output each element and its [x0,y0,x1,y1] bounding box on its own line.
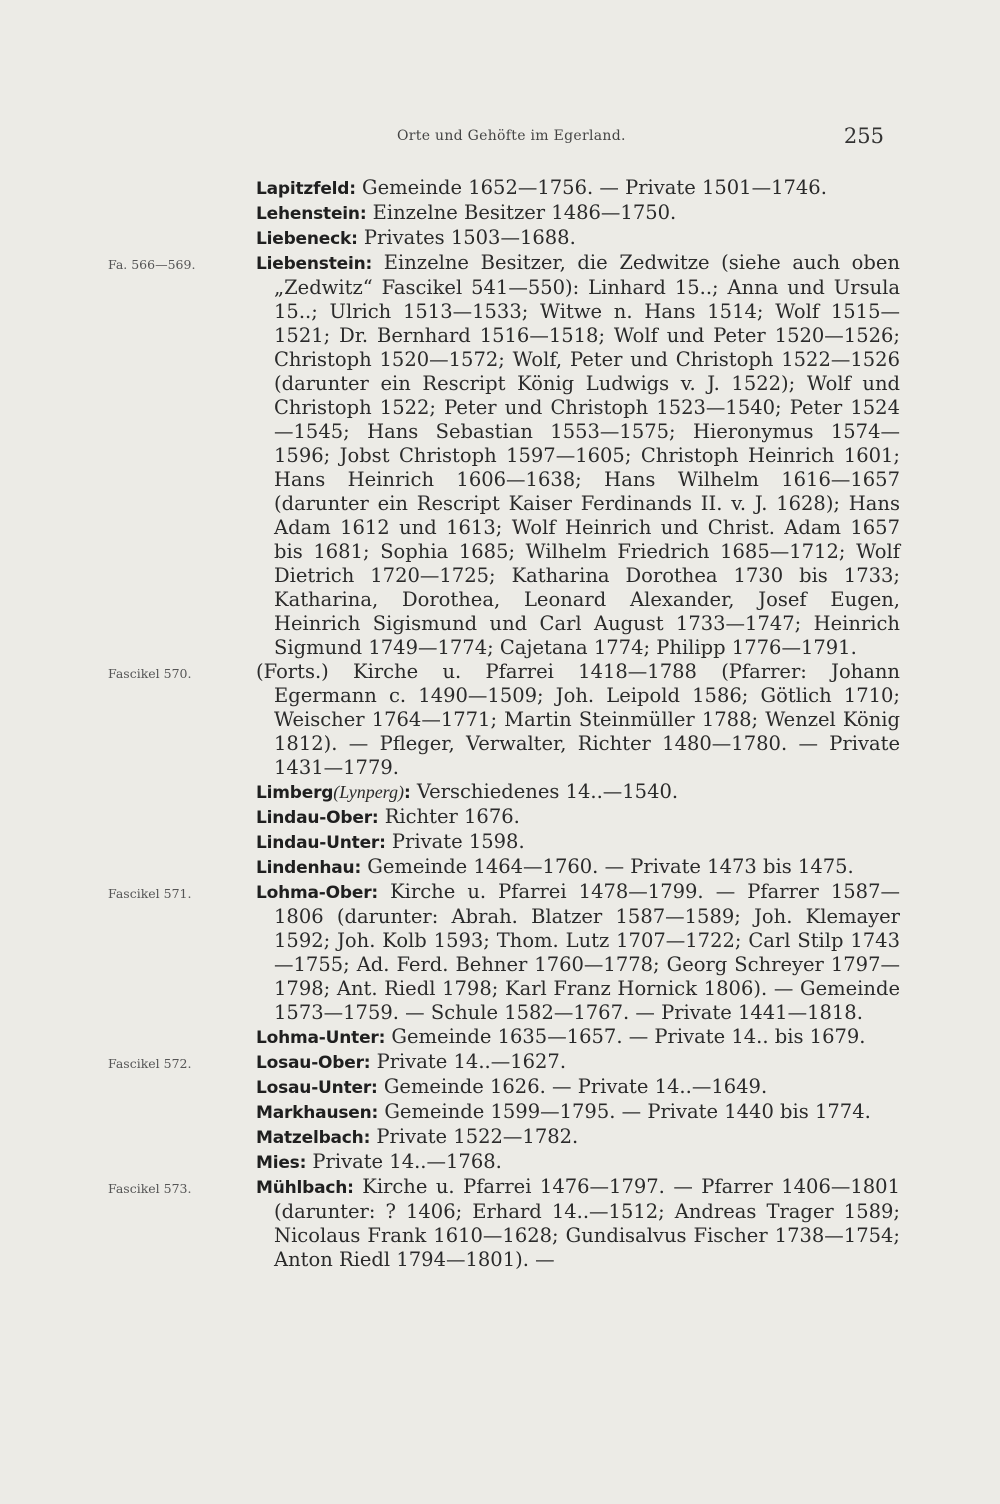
entry-text: Gemeinde 1652—1756. — Private 1501—1746. [355,176,827,199]
entry-headword: Lohma-Unter [256,1028,379,1048]
entry-separator: : [354,858,362,878]
entry-separator: : [349,179,356,199]
entry-text: Private 1522—1782. [370,1125,579,1148]
entry-separator: : [363,1128,371,1148]
entry-lindau-ober [256,805,900,830]
running-head [0,124,1000,154]
entry-text: Gemeinde 1599—1795. — Private 1440 bis 1774. [378,1100,871,1123]
entry-lapitzfeld [256,176,900,201]
entry-text: Private 1598. [385,830,525,853]
page-number: 255 [843,124,884,148]
entry-limberg [256,780,900,805]
entry-headword: Liebenstein [256,254,366,274]
entry-muehlbach [108,1175,900,1272]
entry-headword: Losau-Unter [256,1078,372,1098]
entry-matzelbach [256,1125,900,1150]
entry-headword: Matzelbach [256,1128,364,1148]
entry-text: Einzelne Besitzer 1486—1750. [366,201,677,224]
entry-separator: : [371,808,379,828]
entry-separator: : [347,1178,354,1198]
entry-lohma-unter [256,1025,900,1050]
entry-losau-unter [256,1075,900,1100]
entry-liebeneck [256,226,900,251]
entry-text: Kirche u. Pfarrei 1478—1799. — Pfarrer 1587—1806 (darunter: Abrah. Blatzer 1587—1589; Joh. Klemayer 1592; Joh. Kolb 1593; Thom. Lutz 1707—1722; Carl Stilp 1743—1755; Ad. Ferd. Behner 1760—1778; Georg Schreyer 1797—1798; Ant. Riedl 1798; Karl Franz Hornick 1806). — Gemeinde 1573—1759. — Schule 1582—1767. — Private 1441—1818. [274,880,900,1024]
entry-separator: : [359,204,367,224]
entry-separator: : [363,1053,371,1073]
margin-note: Fascikel 570. [108,666,192,681]
entry-headword: Lohma-Ober [256,883,372,903]
entry-text: Gemeinde 1626. — Private 14..—1649. [377,1075,768,1098]
entry-lehenstein [256,201,900,226]
margin-note: Fascikel 571. [108,886,192,901]
entry-markhausen [256,1100,900,1125]
register-entries [0,176,1000,1272]
entry-text: Private 14..—1627. [370,1050,567,1073]
margin-note: Fascikel 573. [108,1181,192,1196]
entry-text: (Forts.) Kirche u. Pfarrei 1418—1788 (Pfarrer: Johann Egermann c. 1490—1509; Joh. Leipold 1586; Götlich 1710; Weischer 1764—1771; Martin Steinmüller 1788; Wenzel König 1812). — Pfleger, Verwalter, Richter 1480—1780. — Private 1431—1779. [256,660,900,779]
entry-separator: : [365,254,373,274]
entry-separator: : [404,783,411,803]
entry-separator: : [379,833,386,853]
entry-separator: : [351,229,358,249]
entry-lohma-ober [108,880,900,1025]
entry-separator: : [378,1028,386,1048]
entry-lindau-unter [256,830,900,855]
entry-headword: Lapitzfeld [256,179,350,199]
margin-note: Fascikel 572. [108,1056,192,1071]
entry-lindenhau [256,855,900,880]
entry-separator: : [371,1103,379,1123]
margin-note: Fa. 566—569. [108,257,196,272]
entry-liebenstein [108,251,900,660]
entry-continuation [108,660,900,780]
entry-losau-ober [108,1050,900,1075]
entry-mies [256,1150,900,1175]
entry-separator: : [299,1153,307,1173]
entry-headword: Lindenhau [256,858,355,878]
entry-text: Kirche u. Pfarrei 1476—1797. — Pfarrer 1406—1801 (darunter: ? 1406; Erhard 14..—1512; Andreas Trager 1589; Nicolaus Frank 1610—1628; Gundisalvus Fischer 1738—1754; Anton Riedl 1794—1801). — [274,1175,900,1271]
entry-text: Verschiedenes 14..—1540. [410,780,679,803]
entry-headword: Lindau-Unter [256,833,380,853]
entry-text: Gemeinde 1464—1760. — Private 1473 bis 1475. [361,855,854,878]
entry-headword: Mühlbach [256,1178,348,1198]
entry-headword: Lehenstein [256,204,360,224]
entry-text: Einzelne Besitzer, die Zedwitze (siehe auch oben „Zedwitz“ Fascikel 541—550): Linhard 15..; Anna und Ursula 15..; Ulrich 1513—1533; Witwe n. Hans 1514; Wolf 1515—1521; Dr. Bernhard 1516—1518; Wolf und Peter 1520—1526; Christoph 1520—1572; Wolf, Peter und Christoph 1522—1526 (darunter ein Rescript König Ludwigs v. J. 1522); Wolf und Christoph 1522; Peter und Christoph 1523—1540; Peter 1524—1545; Hans Sebastian 1553—1575; Hieronymus 1574—1596; Jobst Christoph 1597—1605; Christoph Heinrich 1601; Hans Heinrich 1606—1638; Hans Wilhelm 1616—1657 (darunter ein Rescript Kaiser Ferdinands II. v. J. 1628); Hans Adam 1612 und 1613; Wolf Heinrich und Christ. Adam 1657 bis 1681; Sophia 1685; Wilhelm Friedrich 1685—1712; Wolf Dietrich 1720—1725; Katharina Dorothea 1730 bis 1733; Katharina, Dorothea, Leonard Alexander, Josef Eugen, Heinrich Sigismund und Carl August 1733—1747; Heinrich Sigmund 1749—1774; Cajetana 1774; Philipp 1776—1791. [274,251,900,659]
entry-separator: : [371,1078,378,1098]
entry-headword: Lindau-Ober [256,808,372,828]
entry-separator: : [371,883,378,903]
running-title: Orte und Gehöfte im Egerland. [397,128,626,144]
entry-headword: Liebeneck [256,229,352,249]
entry-headword: Losau-Ober [256,1053,364,1073]
entry-text: Richter 1676. [378,805,520,828]
entry-text: Gemeinde 1635—1657. — Private 14.. bis 1679. [385,1025,866,1048]
entry-headword: Markhausen [256,1103,372,1123]
entry-headword: Limberg [256,783,334,803]
entry-headword-variant: (Lynperg) [333,782,405,802]
entry-text: Private 14..—1768. [306,1150,502,1173]
entry-text: Privates 1503—1688. [357,226,576,249]
entry-headword: Mies [256,1153,300,1173]
